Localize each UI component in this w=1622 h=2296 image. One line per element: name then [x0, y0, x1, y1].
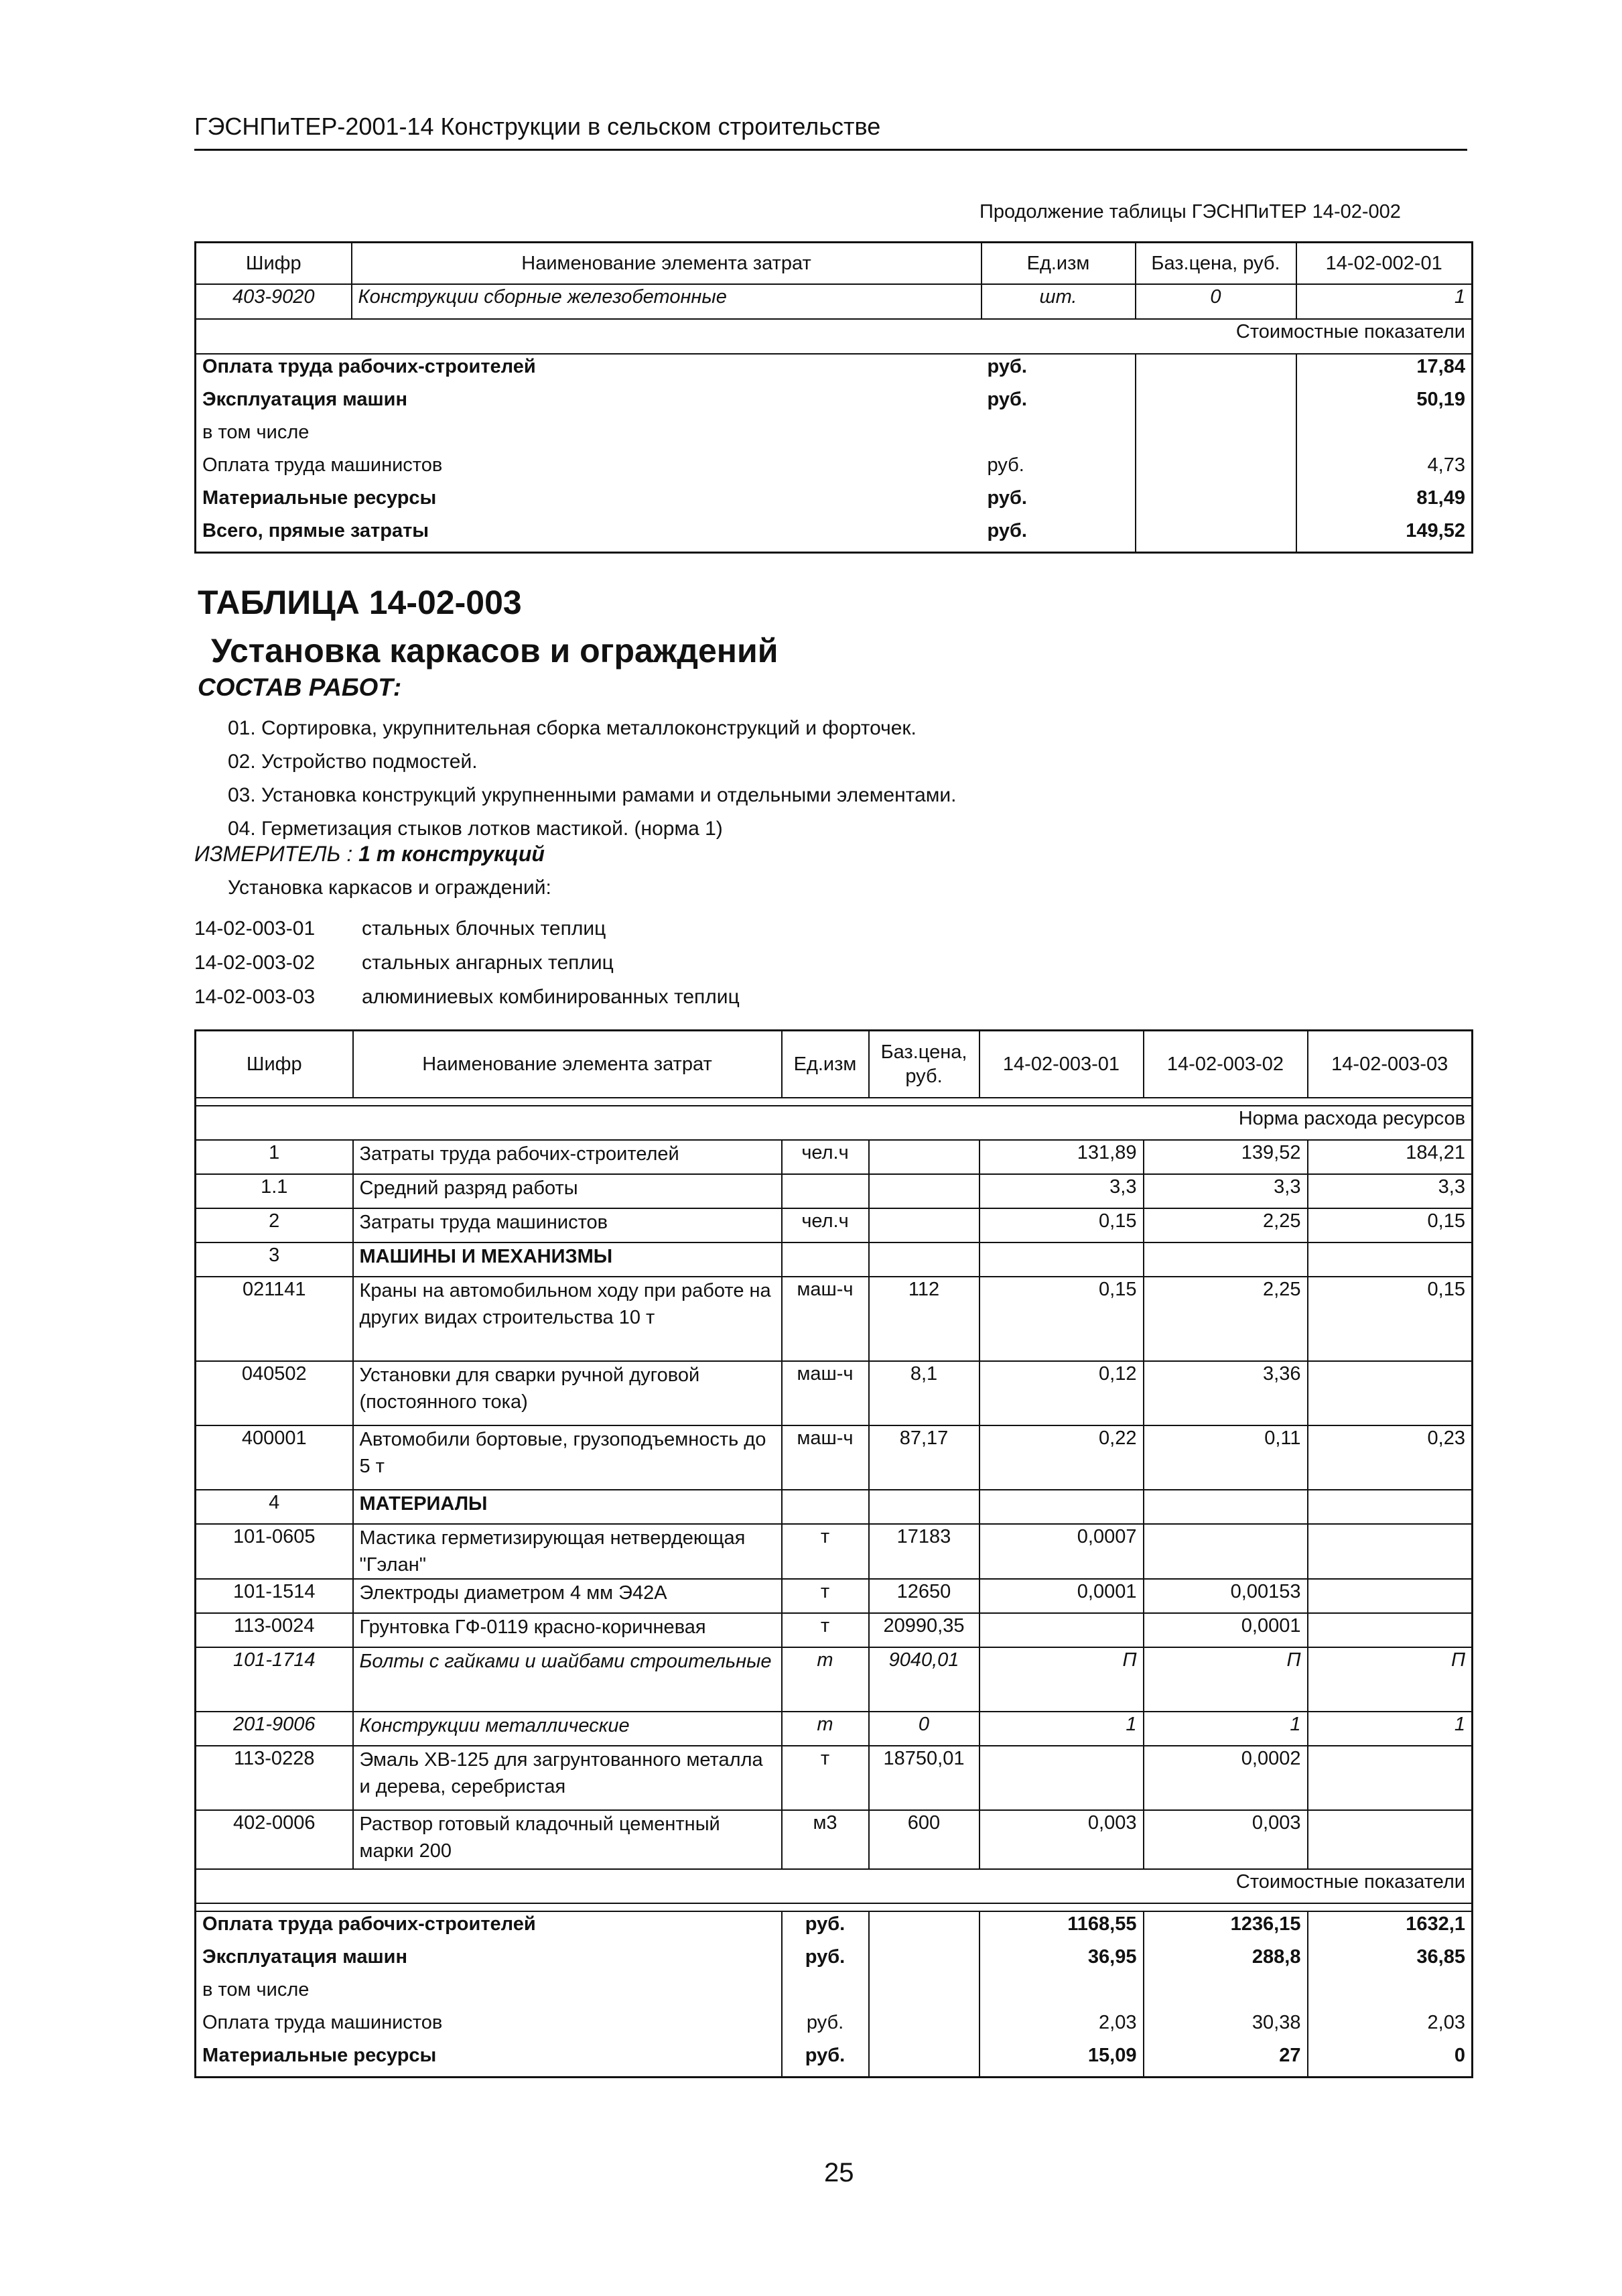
row-unit: маш-ч [782, 1425, 869, 1490]
row-name: Средний разряд работы [353, 1174, 782, 1208]
row-value-1: П [979, 1647, 1144, 1712]
cost-row [196, 486, 1473, 519]
row-value-2: 1 [1144, 1712, 1308, 1746]
row-value-1: 0,0001 [979, 1579, 1144, 1613]
cost-label: Эксплуатация машин [202, 389, 408, 410]
row-value-1: 0,12 [979, 1361, 1144, 1425]
cost-label: Эксплуатация машин [202, 1946, 408, 1968]
work-item: 04. Герметизация стыков лотков мастикой. (норма 1) [228, 818, 723, 840]
row-value-3 [1308, 1242, 1473, 1277]
row-unit [782, 1242, 869, 1277]
section-table-title: ТАБЛИЦА 14-02-003 [198, 584, 522, 621]
table-row [196, 1140, 1473, 1174]
row-price: 17183 [869, 1524, 979, 1579]
row-value-3 [1308, 1810, 1473, 1869]
col-name-header: Наименование элемента затрат [353, 1031, 782, 1098]
row-price [869, 1174, 979, 1208]
col-unit-header: Ед.изм [982, 243, 1136, 285]
row-code: 113-0024 [196, 1613, 353, 1647]
group-row-materials [196, 1490, 1473, 1524]
row-value-2: 0,0002 [1144, 1746, 1308, 1810]
cost-value-2: 27 [1144, 2043, 1308, 2078]
cost-caption: Стоимостные показатели [196, 319, 1473, 354]
cost-value: 81,49 [1416, 487, 1465, 509]
cost-value-1 [979, 1978, 1144, 2011]
cost-row [196, 1911, 1473, 1945]
norm-caption: Норма расхода ресурсов [196, 1106, 1473, 1140]
row-unit: т [782, 1647, 869, 1712]
item-code: 403-9020 [196, 284, 352, 319]
variant-name: алюминиевых комбинированных теплиц [362, 986, 740, 1008]
col-name-header: Наименование элемента затрат [352, 243, 982, 285]
cost-label: Оплата труда рабочих-строителей [202, 356, 536, 377]
cost-value [1296, 420, 1473, 453]
row-code: 101-1514 [196, 1579, 353, 1613]
row-unit [782, 1490, 869, 1524]
row-value-1: 131,89 [979, 1140, 1144, 1174]
table-row [196, 1647, 1473, 1712]
row-value-3: 0,15 [1308, 1208, 1473, 1242]
row-code: 3 [196, 1242, 353, 1277]
row-code: 400001 [196, 1425, 353, 1490]
running-header-title: ГЭСНПиТЕР-2001-14 Конструкции в сельском строительстве [194, 113, 881, 140]
cost-row [196, 2043, 1473, 2078]
row-value-3: 1 [1308, 1712, 1473, 1746]
row-price [869, 1242, 979, 1277]
cost-row [196, 2011, 1473, 2043]
row-value-3 [1308, 1490, 1473, 1524]
cost-row [196, 453, 1473, 486]
table-row [196, 1524, 1473, 1579]
row-value-3 [1308, 1361, 1473, 1425]
row-code: 2 [196, 1208, 353, 1242]
row-price [869, 1208, 979, 1242]
cost-row [196, 519, 1473, 553]
row-value-2: 2,25 [1144, 1208, 1308, 1242]
row-value-2: 0,003 [1144, 1810, 1308, 1869]
cost-caption-row [196, 1869, 1473, 1903]
row-name: Мастика герметизирующая нетвердеющая "Гэлан" [353, 1524, 782, 1579]
table-row [196, 1425, 1473, 1490]
row-value-2: 0,11 [1144, 1425, 1308, 1490]
variant-code: 14-02-003-03 [194, 986, 316, 1008]
resource-table [194, 1029, 1473, 2078]
cost-label: в том числе [202, 422, 310, 443]
row-code: 021141 [196, 1277, 353, 1361]
row-value-1 [979, 1613, 1144, 1647]
cost-label: Всего, прямые затраты [202, 520, 429, 541]
row-value-3 [1308, 1613, 1473, 1647]
work-item: 01. Сортировка, укрупнительная сборка металлоконструкций и форточек. [228, 717, 917, 739]
work-item: 02. Устройство подмостей. [228, 751, 478, 773]
cost-value-2: 30,38 [1144, 2011, 1308, 2043]
item-unit: шт. [982, 284, 1136, 319]
row-name: Установки для сварки ручной дуговой (постоянного тока) [353, 1361, 782, 1425]
variant-item [194, 911, 740, 946]
row-value-2: 2,25 [1144, 1277, 1308, 1361]
meter-line [194, 842, 545, 867]
cost-label: Оплата труда рабочих-строителей [202, 1913, 536, 1935]
work-list [228, 712, 956, 846]
row-price [869, 1140, 979, 1174]
row-price: 9040,01 [869, 1647, 979, 1712]
row-code: 402-0006 [196, 1810, 353, 1869]
table-row [196, 1810, 1473, 1869]
row-name: Затраты труда рабочих-строителей [353, 1140, 782, 1174]
table-row [196, 1361, 1473, 1425]
cost-unit: руб. [782, 1945, 869, 1978]
row-value-2: 139,52 [1144, 1140, 1308, 1174]
cost-row [196, 1945, 1473, 1978]
row-value-3 [1308, 1579, 1473, 1613]
row-code: 4 [196, 1490, 353, 1524]
row-value-3: П [1308, 1647, 1473, 1712]
continuation-table [194, 241, 1473, 554]
row-price: 0 [869, 1712, 979, 1746]
variant-item [194, 980, 740, 1014]
continuation-header-row [196, 243, 1473, 285]
cost-unit: руб. [782, 1911, 869, 1945]
variant-item [194, 946, 740, 980]
row-unit: м3 [782, 1810, 869, 1869]
row-value-1: 0,0007 [979, 1524, 1144, 1579]
cost-value-1: 15,09 [979, 2043, 1144, 2078]
section-subtitle: Установка каркасов и ограждений [211, 632, 779, 669]
row-unit: т [782, 1746, 869, 1810]
cost-row [196, 387, 1473, 420]
row-value-1 [979, 1490, 1144, 1524]
cost-unit: руб. [987, 389, 1027, 410]
variant-name: стальных блочных теплиц [362, 917, 606, 940]
row-unit: маш-ч [782, 1361, 869, 1425]
row-name: Грунтовка ГФ-0119 красно-коричневая [353, 1613, 782, 1647]
row-unit: т [782, 1712, 869, 1746]
row-code: 1 [196, 1140, 353, 1174]
cost-value-3: 1632,1 [1308, 1911, 1473, 1945]
table-row [196, 1746, 1473, 1810]
row-code: 101-1714 [196, 1647, 353, 1712]
row-name: Болты с гайками и шайбами строительные [353, 1647, 782, 1712]
row-value-1 [979, 1746, 1144, 1810]
resource-header-row [196, 1031, 1473, 1098]
row-price: 18750,01 [869, 1746, 979, 1810]
cost-label: Оплата труда машинистов [202, 454, 443, 476]
row-price: 12650 [869, 1579, 979, 1613]
variant-list [194, 911, 740, 1014]
work-composition-heading: СОСТАВ РАБОТ: [198, 674, 402, 701]
row-name: Краны на автомобильном ходу при работе на других видах строительства 10 т [353, 1277, 782, 1361]
group-row-machines [196, 1242, 1473, 1277]
row-price: 600 [869, 1810, 979, 1869]
row-unit: чел.ч [782, 1208, 869, 1242]
row-price [869, 1490, 979, 1524]
row-name: Автомобили бортовые, грузоподъемность до 5 т [353, 1425, 782, 1490]
cost-caption: Стоимостные показатели [196, 1869, 1473, 1903]
row-unit: т [782, 1524, 869, 1579]
row-price: 87,17 [869, 1425, 979, 1490]
cost-unit [982, 420, 1136, 453]
row-name: Электроды диаметром 4 мм Э42А [353, 1579, 782, 1613]
continuation-caption: Продолжение таблицы ГЭСНПиТЕР 14-02-002 [979, 201, 1401, 222]
item-value: 1 [1296, 284, 1473, 319]
cost-unit: руб. [987, 487, 1027, 509]
row-value-1: 0,15 [979, 1277, 1144, 1361]
row-value-2: 3,36 [1144, 1361, 1308, 1425]
row-value-1: 0,003 [979, 1810, 1144, 1869]
row-name: Эмаль ХВ-125 для загрунтованного металла и дерева, серебристая [353, 1746, 782, 1810]
cost-value: 149,52 [1406, 520, 1465, 541]
row-price: 20990,35 [869, 1613, 979, 1647]
cost-row [196, 420, 1473, 453]
col-norm-1-header: 14-02-003-01 [979, 1031, 1144, 1098]
cost-value-1: 1168,55 [979, 1911, 1144, 1945]
table-row [196, 1579, 1473, 1613]
table-row [196, 1613, 1473, 1647]
cost-unit: руб. [782, 2043, 869, 2078]
continuation-item-row [196, 284, 1473, 319]
row-value-2 [1144, 1242, 1308, 1277]
col-base-price-header: Баз.цена, руб. [1136, 243, 1296, 285]
row-value-1: 0,22 [979, 1425, 1144, 1490]
cost-value: 17,84 [1416, 356, 1465, 377]
row-code: 113-0228 [196, 1746, 353, 1810]
row-value-2: 3,3 [1144, 1174, 1308, 1208]
cost-row [196, 1978, 1473, 2011]
cost-value-1: 2,03 [979, 2011, 1144, 2043]
continuation-cost-caption-row [196, 319, 1473, 354]
row-value-1: 0,15 [979, 1208, 1144, 1242]
col-base-price-header: Баз.цена, руб. [869, 1031, 979, 1098]
col-code-header: Шифр [196, 243, 352, 285]
row-value-3: 3,3 [1308, 1174, 1473, 1208]
row-unit: т [782, 1579, 869, 1613]
item-name: Конструкции сборные железобетонные [352, 284, 982, 319]
col-code-header: Шифр [196, 1031, 353, 1098]
row-unit: чел.ч [782, 1140, 869, 1174]
col-norm-3-header: 14-02-003-03 [1308, 1031, 1473, 1098]
page-number: 25 [824, 2158, 854, 2187]
row-value-2: 0,0001 [1144, 1613, 1308, 1647]
row-name: Раствор готовый кладочный цементный марки 200 [353, 1810, 782, 1869]
cost-value-3: 0 [1308, 2043, 1473, 2078]
row-value-1: 3,3 [979, 1174, 1144, 1208]
row-value-2: 0,00153 [1144, 1579, 1308, 1613]
cost-value-2: 1236,15 [1144, 1911, 1308, 1945]
meter-subheading: Установка каркасов и ограждений: [228, 877, 551, 899]
row-value-3: 0,23 [1308, 1425, 1473, 1490]
row-name: Конструкции металлические [353, 1712, 782, 1746]
row-price: 8,1 [869, 1361, 979, 1425]
col-unit-header: Ед.изм [782, 1031, 869, 1098]
table-row [196, 1712, 1473, 1746]
row-value-3: 0,15 [1308, 1277, 1473, 1361]
cost-unit: руб. [782, 2011, 869, 2043]
row-value-3 [1308, 1746, 1473, 1810]
row-unit: т [782, 1613, 869, 1647]
cost-label: Материальные ресурсы [202, 487, 437, 509]
row-code: 040502 [196, 1361, 353, 1425]
cost-value-2 [1144, 1978, 1308, 2011]
variant-code: 14-02-003-02 [194, 952, 316, 974]
cost-row [196, 354, 1473, 387]
row-value-2 [1144, 1490, 1308, 1524]
cost-unit: руб. [987, 454, 1024, 476]
col-norm-2-header: 14-02-003-02 [1144, 1031, 1308, 1098]
cost-value-3 [1308, 1978, 1473, 2011]
table-row [196, 1174, 1473, 1208]
cost-unit [782, 1978, 869, 2011]
row-value-1: 1 [979, 1712, 1144, 1746]
row-unit [782, 1174, 869, 1208]
cost-value-2: 288,8 [1144, 1945, 1308, 1978]
row-price: 112 [869, 1277, 979, 1361]
cost-unit: руб. [987, 356, 1027, 377]
cost-label: в том числе [202, 1979, 310, 2000]
meter-label: ИЗМЕРИТЕЛЬ : [194, 842, 359, 866]
row-code: 201-9006 [196, 1712, 353, 1746]
row-value-3: 184,21 [1308, 1140, 1473, 1174]
item-base-price: 0 [1136, 284, 1296, 319]
cost-value: 4,73 [1427, 454, 1465, 476]
cost-value: 50,19 [1416, 389, 1465, 410]
header-rule [194, 149, 1467, 151]
cost-value-3: 2,03 [1308, 2011, 1473, 2043]
row-value-1 [979, 1242, 1144, 1277]
work-item: 03. Установка конструкций укрупненными рамами и отдельными элементами. [228, 784, 957, 806]
variant-name: стальных ангарных теплиц [362, 952, 614, 974]
table-row [196, 1208, 1473, 1242]
variant-code: 14-02-003-01 [194, 917, 316, 940]
cost-unit: руб. [987, 520, 1027, 541]
col-norm-header: 14-02-002-01 [1296, 243, 1473, 285]
row-code: 1.1 [196, 1174, 353, 1208]
row-name: МАТЕРИАЛЫ [353, 1490, 782, 1524]
cost-value-1: 36,95 [979, 1945, 1144, 1978]
norm-caption-row [196, 1106, 1473, 1140]
cost-label: Материальные ресурсы [202, 2045, 437, 2066]
meter-value: 1 т конструкций [358, 842, 545, 866]
row-name: Затраты труда машинистов [353, 1208, 782, 1242]
row-code: 101-0605 [196, 1524, 353, 1579]
row-value-3 [1308, 1524, 1473, 1579]
table-row [196, 1277, 1473, 1361]
row-value-2 [1144, 1524, 1308, 1579]
cost-label: Оплата труда машинистов [202, 2012, 443, 2033]
cost-value-3: 36,85 [1308, 1945, 1473, 1978]
row-unit: маш-ч [782, 1277, 869, 1361]
row-value-2: П [1144, 1647, 1308, 1712]
row-name: МАШИНЫ И МЕХАНИЗМЫ [353, 1242, 782, 1277]
